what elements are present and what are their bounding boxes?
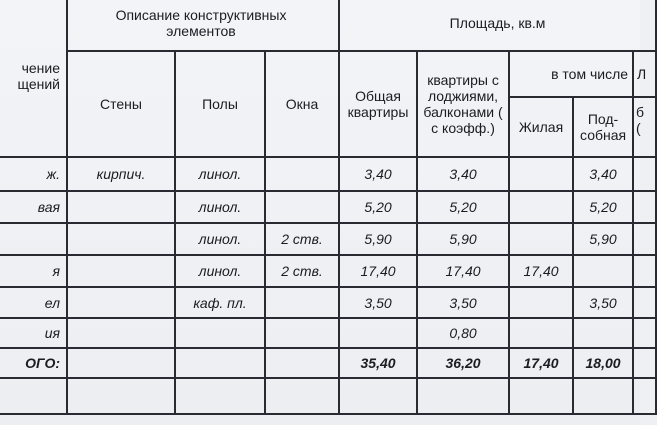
table-row: [0, 191, 656, 223]
table-row: [0, 318, 656, 348]
table-row: [0, 223, 656, 255]
walls-cell: [67, 191, 175, 223]
room-name-header: [0, 0, 67, 157]
utility-area-header: Под-собная: [573, 97, 633, 157]
table-row: [0, 157, 656, 191]
with-loggias-header: квартиры с лоджиями, балконами ( с коэфф.): [417, 51, 509, 157]
windows-cell: 2 ств.: [265, 223, 339, 255]
living-area-sum: 17,40: [509, 348, 573, 378]
partial-cell: [633, 157, 656, 191]
including-header: в том числе: [509, 51, 633, 97]
partial-cell: [633, 287, 656, 318]
walls-cell: [67, 378, 175, 414]
walls-cell: [67, 255, 175, 287]
walls-cell: [67, 348, 175, 378]
walls-cell: [67, 223, 175, 255]
walls-cell: [67, 287, 175, 318]
table-row: [0, 255, 656, 287]
walls-header: Стены: [67, 51, 175, 157]
floors-header: Полы: [175, 51, 265, 157]
header-row-2: [0, 51, 656, 97]
partial-cell: [633, 348, 656, 378]
total-area-cell: 5,20: [339, 191, 417, 223]
header-row-1: [0, 0, 656, 51]
living-area-cell: [509, 318, 573, 348]
windows-cell: [265, 191, 339, 223]
total-area-cell: 3,40: [339, 157, 417, 191]
partial-header-line2: б: [636, 104, 645, 120]
floors-cell: [175, 318, 265, 348]
total-area-sum: 35,40: [339, 348, 417, 378]
windows-cell: [265, 287, 339, 318]
room-name-header-line1: чение: [21, 60, 60, 76]
floors-cell: [175, 378, 265, 414]
floors-cell: линол.: [175, 191, 265, 223]
total-area-cell: 17,40: [339, 255, 417, 287]
windows-cell: [265, 157, 339, 191]
living-area-cell: [509, 157, 573, 191]
partial-cell: [633, 191, 656, 223]
windows-cell: 2 ств.: [265, 255, 339, 287]
floors-cell: линол.: [175, 223, 265, 255]
room-name-cell: [0, 378, 67, 414]
utility-area-cell: 5,90: [573, 223, 633, 255]
living-area-header: Жилая: [509, 97, 573, 157]
utility-area-cell: 3,40: [573, 157, 633, 191]
total-area-cell: 3,50: [339, 287, 417, 318]
floors-cell: линол.: [175, 255, 265, 287]
utility-area-cell: [573, 378, 633, 414]
floors-cell: каф. пл.: [175, 287, 265, 318]
room-name-cell: ел: [0, 287, 67, 318]
partial-header-line3: (: [636, 120, 641, 136]
table-row: [0, 378, 656, 414]
room-name-cell: ия: [0, 318, 67, 348]
partial-cell: [633, 255, 656, 287]
utility-area-sum: 18,00: [573, 348, 633, 378]
utility-area-cell: 5,20: [573, 191, 633, 223]
with-loggias-cell: 17,40: [417, 255, 509, 287]
partial-cell: [633, 378, 656, 414]
room-name-header-line2: щений: [17, 76, 60, 92]
total-area-cell: [339, 318, 417, 348]
windows-cell: [265, 348, 339, 378]
table-row: [0, 287, 656, 318]
walls-cell: [67, 318, 175, 348]
room-name-cell: [0, 223, 67, 255]
description-group-header: Описание конструктивных элементов: [67, 0, 339, 51]
with-loggias-cell: 5,20: [417, 191, 509, 223]
total-area-header: Общая квартиры: [339, 51, 417, 157]
totals-row: [0, 348, 656, 378]
with-loggias-sum: 36,20: [417, 348, 509, 378]
partial-header-top: Л: [633, 51, 656, 97]
room-name-cell: ж.: [0, 157, 67, 191]
partial-cell: [633, 223, 656, 255]
room-name-cell: вая: [0, 191, 67, 223]
area-group-header: Площадь, кв.м: [339, 0, 656, 51]
utility-area-cell: [573, 255, 633, 287]
walls-cell: кирпич.: [67, 157, 175, 191]
utility-area-cell: [573, 318, 633, 348]
partial-header-bottom: [633, 97, 656, 157]
totals-label: ОГО:: [0, 348, 67, 378]
living-area-cell: [509, 287, 573, 318]
windows-header: Окна: [265, 51, 339, 157]
total-area-cell: 5,90: [339, 223, 417, 255]
living-area-cell: [509, 223, 573, 255]
with-loggias-cell: [417, 378, 509, 414]
living-area-cell: [509, 378, 573, 414]
room-name-cell: я: [0, 255, 67, 287]
windows-cell: [265, 318, 339, 348]
floors-cell: линол.: [175, 157, 265, 191]
floors-cell: [175, 348, 265, 378]
total-area-cell: [339, 378, 417, 414]
partial-cell: [633, 318, 656, 348]
with-loggias-cell: 5,90: [417, 223, 509, 255]
with-loggias-cell: 3,50: [417, 287, 509, 318]
living-area-cell: 17,40: [509, 255, 573, 287]
with-loggias-cell: 3,40: [417, 157, 509, 191]
with-loggias-cell: 0,80: [417, 318, 509, 348]
windows-cell: [265, 378, 339, 414]
living-area-cell: [509, 191, 573, 223]
utility-area-cell: 3,50: [573, 287, 633, 318]
